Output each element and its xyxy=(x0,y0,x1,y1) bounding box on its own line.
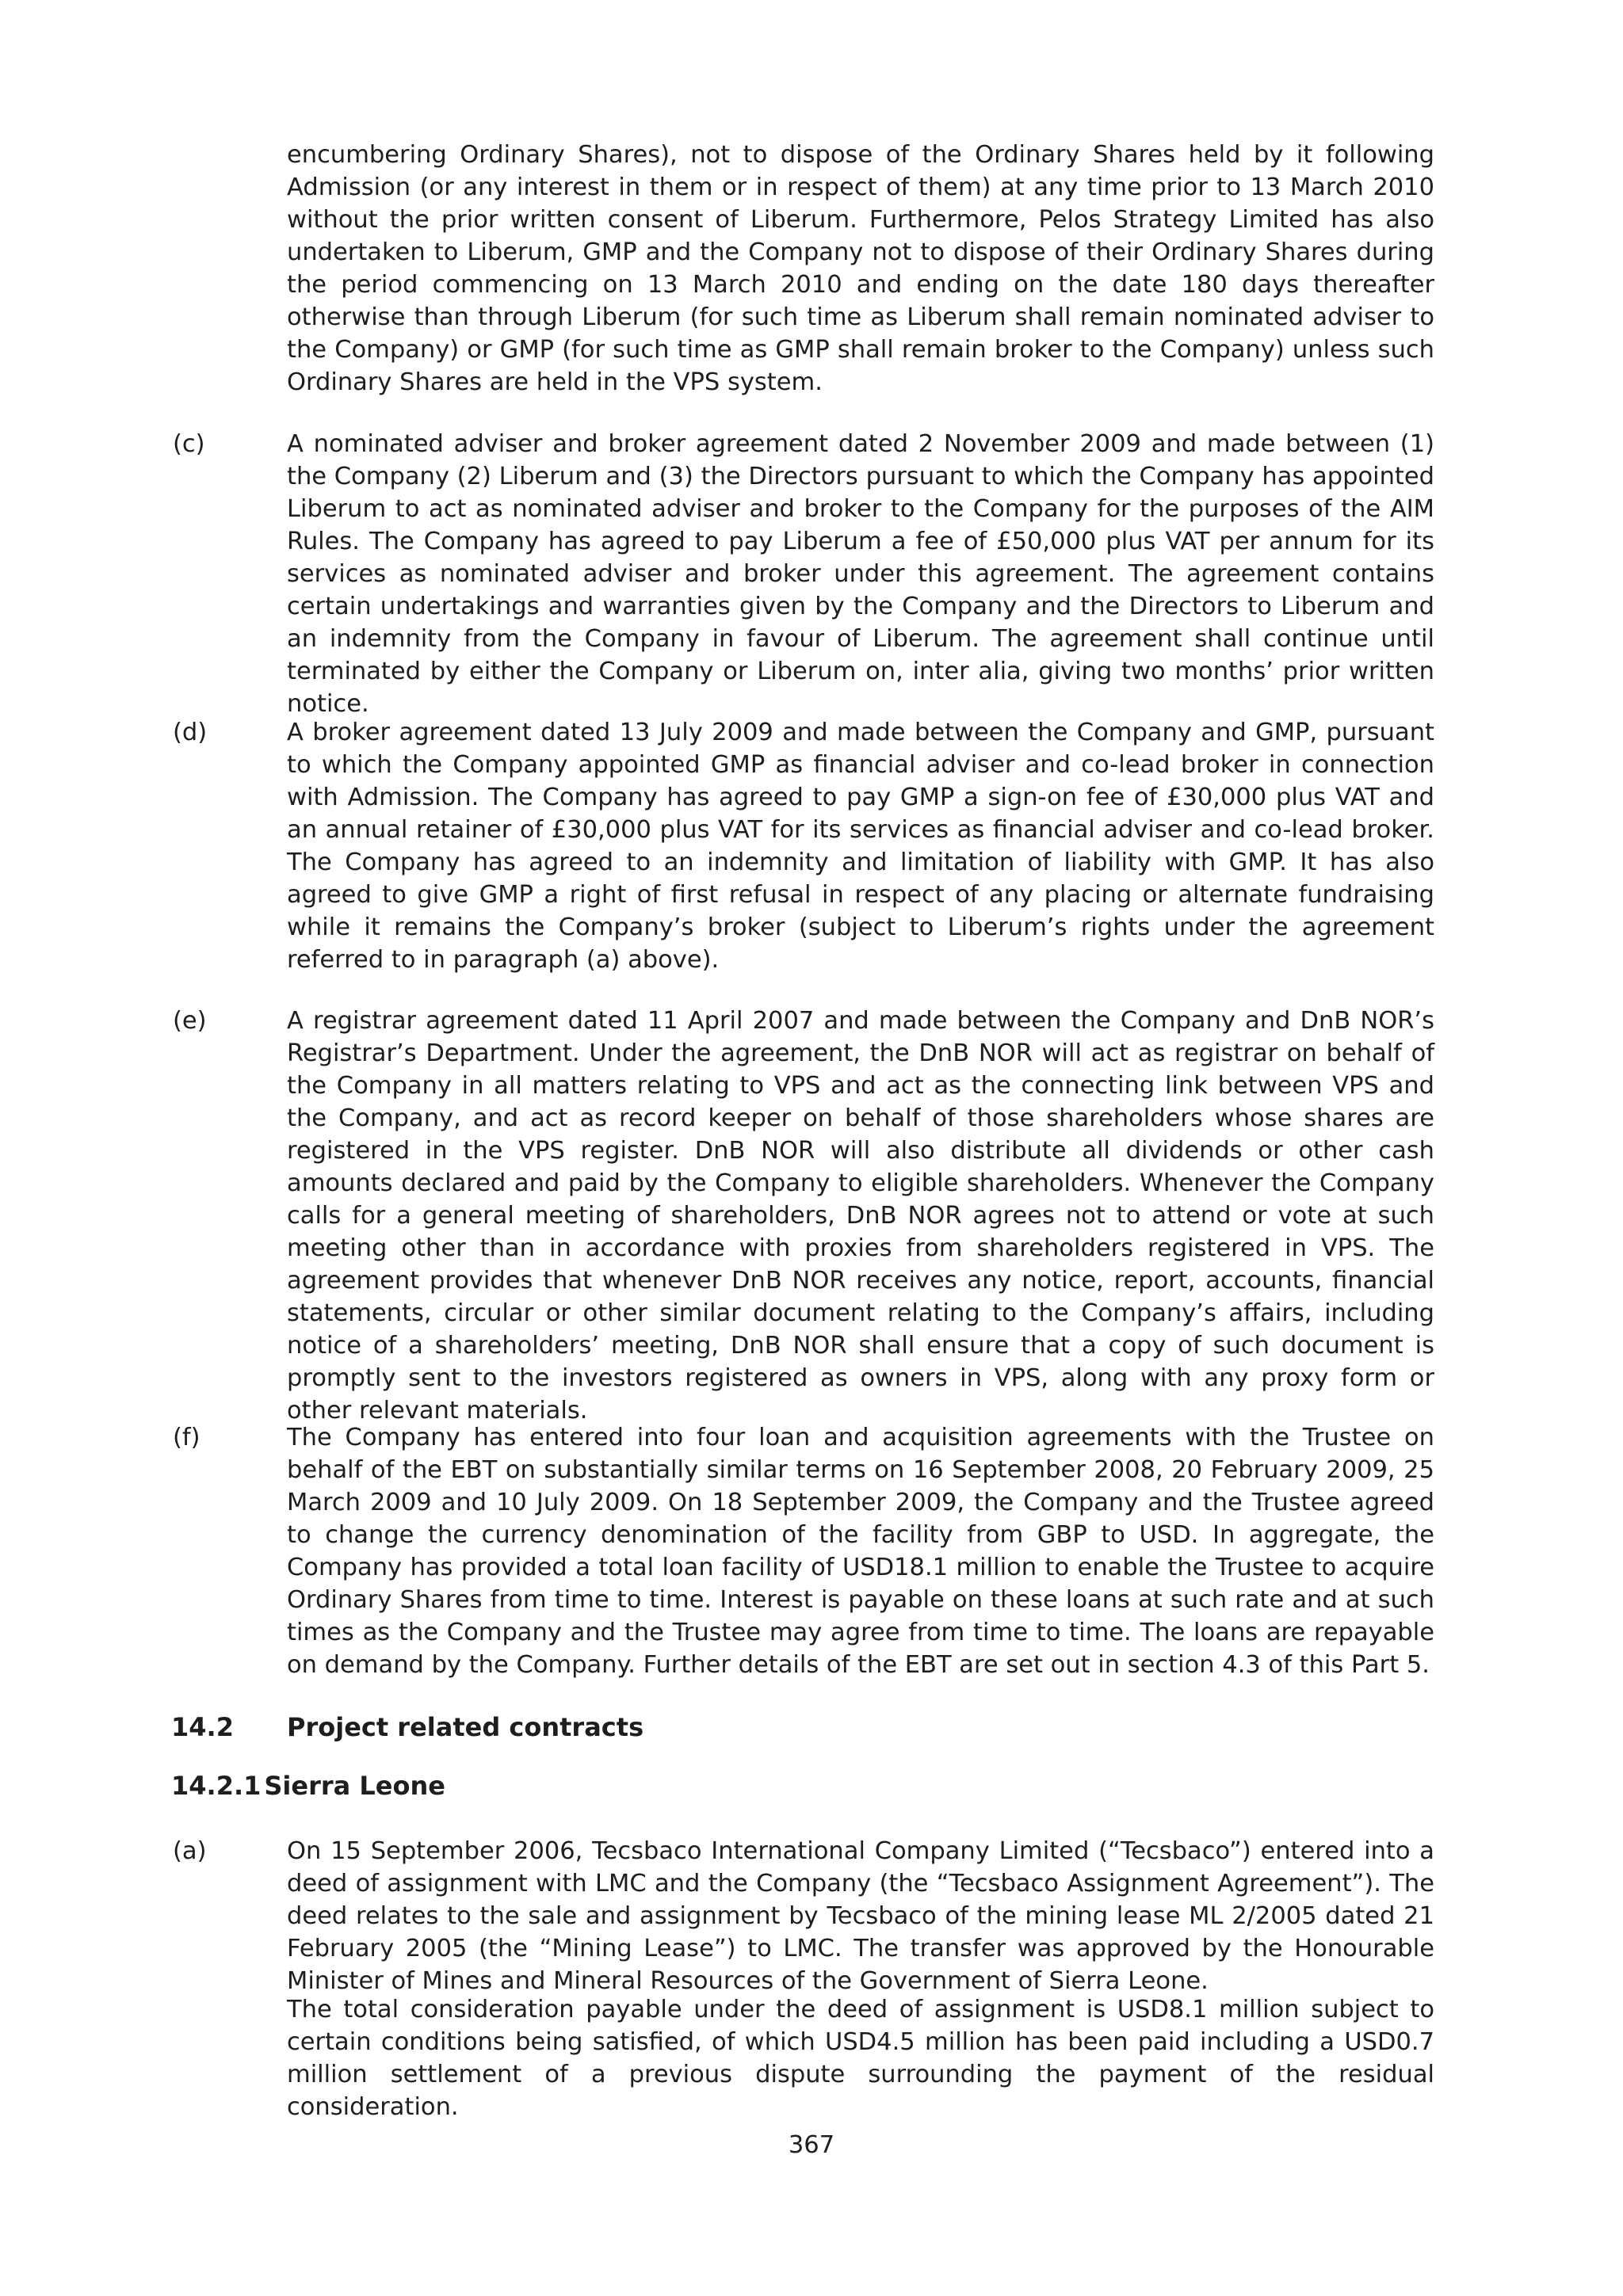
section-heading-number: 14.2 xyxy=(171,1712,234,1742)
continuation-paragraph: encumbering Ordinary Shares), not to dispose of the Ordinary Shares held by it following Admission (or any interest in them or in respect of them) at any time prior to 13 March 2010 without the prior written consent of Liberum. Furthermore, Pelos Strategy Limited has also undertaken to Liberum, GMP and the Company not to dispose of their Ordinary Shares during the period commencing on 13 March 2010 and ending on the date 180 days thereafter otherwise than through Liberum (for such time as Liberum shall remain nominated adviser to the Company) or GMP (for such time as GMP shall remain broker to the Company) unless such Ordinary Shares are held in the VPS system. xyxy=(287,141,1434,396)
subsection-heading-number: 14.2.1 xyxy=(171,1771,262,1801)
item-text-d: A broker agreement dated 13 July 2009 and made between the Company and GMP, pursuant to which the Company appointed GMP as financial adviser and co-lead broker in connection with Admission. The Company has agreed to pay GMP a sign-on fee of £30,000 plus VAT and an annual retainer of £30,000 plus VAT for its services as financial adviser and co-lead broker. The Company has agreed to an indemnity and limitation of liability with GMP. It has also agreed to give GMP a right of first refusal in respect of any placing or alternate fundraising while it remains the Company’s broker (subject to Liberum’s rights under the agreement referred to in paragraph (a) above). xyxy=(287,719,1434,974)
item-text-c: A nominated adviser and broker agreement dated 2 November 2009 and made between (1) the Company (2) Liberum and (3) the Directors pursuant to which the Company has appointed Liberum to act as nominated adviser and broker to the Company for the purposes of the AIM Rules. The Company has agreed to pay Liberum a fee of £50,000 plus VAT per annum for its services as nominated adviser and broker under this agreement. The agreement contains certain undertakings and warranties given by the Company and the Directors to Liberum and an indemnity from the Company in favour of Liberum. The agreement shall continue until terminated by either the Company or Liberum on, inter alia, giving two months’ prior written notice. xyxy=(287,430,1434,718)
item-label-f: (f) xyxy=(173,1424,200,1451)
item-text-f: The Company has entered into four loan and acquisition agreements with the Trustee on behalf of the EBT on substantially similar terms on 16 September 2008, 20 February 2009, 25 March 2009 and 10 July 2009. On 18 September 2009, the Company and the Trustee agreed to change the currency denomination of the facility from GBP to USD. In aggregate, the Company has provided a total loan facility of USD18.1 million to enable the Trustee to acquire Ordinary Shares from time to time. Interest is payable on these loans at such rate and at such times as the Company and the Trustee may agree from time to time. The loans are repayable on demand by the Company. Further details of the EBT are set out in section 4.3 of this Part 5. xyxy=(287,1424,1434,1679)
sierra-followup-paragraph: The total consideration payable under the deed of assignment is USD8.1 million subject to certain conditions being satisfied, of which USD4.5 million has been paid including a USD0.7 million settlement of a previous dispute surrounding the payment of the residual consideration. xyxy=(287,1996,1434,2121)
section-heading-title: Project related contracts xyxy=(287,1712,644,1742)
subsection-heading-title: Sierra Leone xyxy=(264,1771,445,1801)
item-text-sierra-a: On 15 September 2006, Tecsbaco International Company Limited (“Tecsbaco”) entered into a deed of assignment with LMC and the Company (the “Tecsbaco Assignment Agreement”). The deed relates to the sale and assignment by Tecsbaco of the mining lease ML 2/2005 dated 21 February 2005 (the “Mining Lease”) to LMC. The transfer was approved by the Honourable Minister of Mines and Mineral Resources of the Government of Sierra Leone. xyxy=(287,1837,1434,1995)
item-label-sierra-a: (a) xyxy=(173,1837,207,1865)
subsection-heading xyxy=(171,1768,445,1803)
section-heading xyxy=(171,1710,643,1745)
item-label-c: (c) xyxy=(173,430,205,458)
item-text-e: A registrar agreement dated 11 April 2007 and made between the Company and DnB NOR’s Registrar’s Department. Under the agreement, the DnB NOR will act as registrar on behalf of the Company in all matters relating to VPS and act as the connecting link between VPS and the Company, and act as record keeper on behalf of those shareholders whose shares are registered in the VPS register. DnB NOR will also distribute all dividends or other cash amounts declared and paid by the Company to eligible shareholders. Whenever the Company calls for a general meeting of shareholders, DnB NOR agrees not to attend or vote at such meeting other than in accordance with proxies from shareholders registered in VPS. The agreement provides that whenever DnB NOR receives any notice, report, accounts, financial statements, circular or other similar document relating to the Company’s affairs, including notice of a shareholders’ meeting, DnB NOR shall ensure that a copy of such document is promptly sent to the investors registered as owners in VPS, along with any proxy form or other relevant materials. xyxy=(287,1007,1434,1425)
item-label-e: (e) xyxy=(173,1007,207,1035)
item-label-d: (d) xyxy=(173,719,208,746)
page-number: 367 xyxy=(788,2131,835,2159)
